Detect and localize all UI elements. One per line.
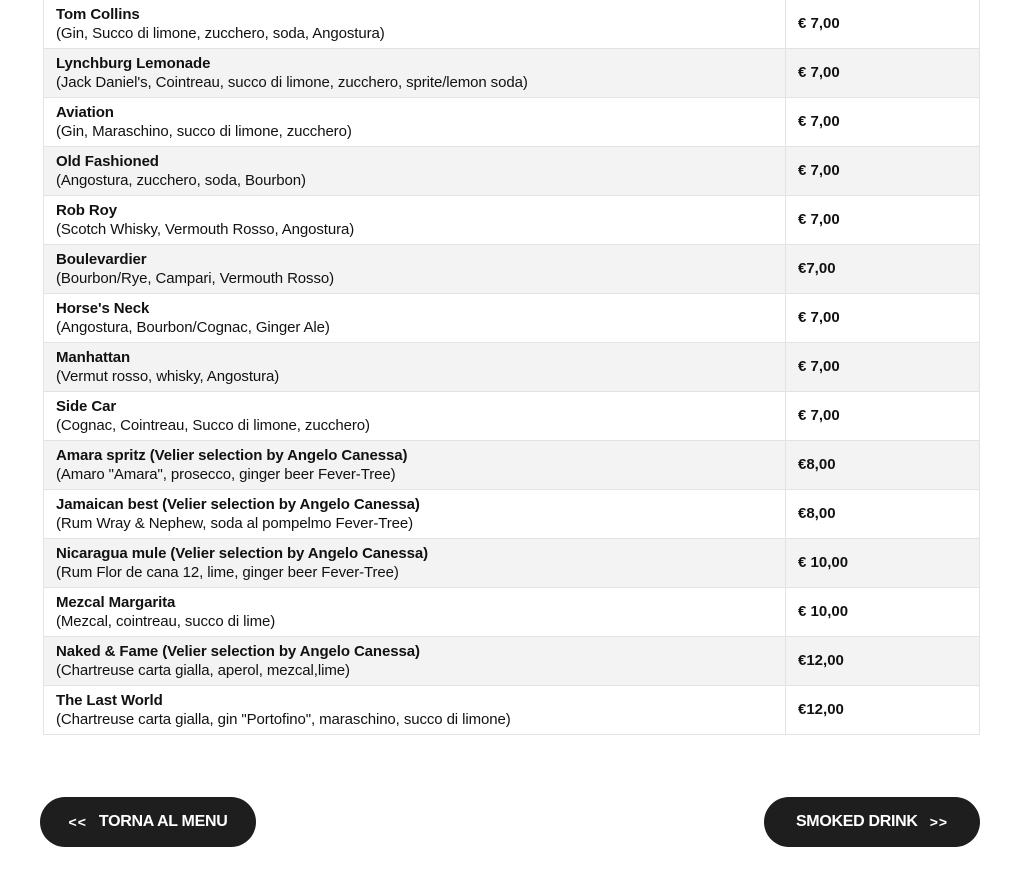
drink-cell: [44, 147, 786, 196]
drink-price: € 7,00: [798, 162, 840, 179]
price-cell: [786, 98, 980, 147]
drink-name: Manhattan: [56, 349, 131, 366]
table-row: [44, 392, 980, 441]
drink-ingredients: (Angostura, zucchero, soda, Bourbon): [56, 172, 306, 189]
table-row: [44, 98, 980, 147]
smoked-drink-button[interactable]: [764, 797, 980, 847]
table-row: [44, 490, 980, 539]
table-row: [44, 245, 980, 294]
price-cell: [786, 0, 980, 49]
table-row: [44, 294, 980, 343]
price-cell: [786, 392, 980, 441]
drink-name: Jamaican best (Velier selection by Angelo Canessa): [56, 496, 420, 513]
drink-ingredients: (Vermut rosso, whisky, Angostura): [56, 368, 280, 385]
drink-ingredients: (Jack Daniel's, Cointreau, succo di limone, zucchero, sprite/lemon soda): [56, 74, 528, 91]
smoked-drink-label: SMOKED DRINK: [795, 813, 918, 830]
drink-price: € 7,00: [798, 211, 840, 228]
drink-name: Mezcal Margarita: [56, 594, 176, 611]
price-cell: [786, 343, 980, 392]
drink-price: €12,00: [798, 652, 844, 669]
drink-ingredients: (Rum Flor de cana 12, lime, ginger beer Fever-Tree): [56, 564, 399, 581]
drink-ingredients: (Rum Wray & Nephew, soda al pompelmo Fever-Tree): [56, 515, 413, 532]
drink-name: Horse's Neck: [56, 300, 150, 317]
drink-price: €8,00: [798, 505, 836, 522]
price-cell: [786, 588, 980, 637]
table-row: [44, 686, 980, 735]
drink-name: Amara spritz (Velier selection by Angelo Canessa): [56, 447, 408, 464]
drink-price: € 7,00: [798, 113, 840, 130]
drink-cell: [44, 196, 786, 245]
price-cell: [786, 245, 980, 294]
table-row: [44, 637, 980, 686]
drink-cell: [44, 294, 786, 343]
back-to-menu-label: TORNA AL MENU: [98, 813, 228, 830]
drink-ingredients: (Gin, Maraschino, succo di limone, zucchero): [56, 123, 352, 140]
price-cell: [786, 294, 980, 343]
drink-ingredients: (Gin, Succo di limone, zucchero, soda, Angostura): [56, 25, 385, 42]
drink-price: € 10,00: [798, 554, 849, 571]
price-cell: [786, 490, 980, 539]
double-chevron-left-icon: <<: [68, 814, 87, 830]
drink-price: € 7,00: [798, 15, 840, 32]
drink-cell: [44, 0, 786, 49]
price-cell: [786, 49, 980, 98]
drink-ingredients: (Bourbon/Rye, Campari, Vermouth Rosso): [56, 270, 334, 287]
drink-price: € 7,00: [798, 358, 840, 375]
drink-cell: [44, 98, 786, 147]
drink-name: Nicaragua mule (Velier selection by Angelo Canessa): [56, 545, 428, 562]
drink-ingredients: (Scotch Whisky, Vermouth Rosso, Angostura): [56, 221, 355, 238]
drink-name: Rob Roy: [56, 202, 117, 219]
drink-name: Aviation: [56, 104, 114, 121]
drink-price: € 7,00: [798, 64, 840, 81]
drink-cell: [44, 392, 786, 441]
drink-name: Tom Collins: [56, 6, 140, 23]
drink-cell: [44, 343, 786, 392]
drink-name: The Last World: [56, 692, 163, 709]
table-row: [44, 196, 980, 245]
price-cell: [786, 686, 980, 735]
drink-cell: [44, 588, 786, 637]
drink-price: € 7,00: [798, 309, 840, 326]
drink-price: €7,00: [798, 260, 836, 277]
back-to-menu-button[interactable]: [40, 797, 256, 847]
table-row: [44, 441, 980, 490]
drink-cell: [44, 686, 786, 735]
drink-name: Lynchburg Lemonade: [56, 55, 211, 72]
table-row: [44, 539, 980, 588]
drink-name: Old Fashioned: [56, 153, 159, 170]
double-chevron-right-icon: >>: [929, 814, 949, 830]
drink-price: € 10,00: [798, 603, 849, 620]
drink-cell: [44, 637, 786, 686]
table-row: [44, 343, 980, 392]
drink-cell: [44, 539, 786, 588]
drink-name: Side Car: [56, 398, 117, 415]
drink-cell: [44, 490, 786, 539]
drink-ingredients: (Cognac, Cointreau, Succo di limone, zucchero): [56, 417, 370, 434]
table-row: [44, 147, 980, 196]
drink-name: Boulevardier: [56, 251, 147, 268]
table-row: [44, 588, 980, 637]
drink-cell: [44, 49, 786, 98]
price-cell: [786, 441, 980, 490]
drink-ingredients: (Mezcal, cointreau, succo di lime): [56, 613, 276, 630]
table-row: [44, 0, 980, 49]
table-row: [44, 49, 980, 98]
drink-cell: [44, 441, 786, 490]
drink-price: € 7,00: [798, 407, 840, 424]
drink-price: €8,00: [798, 456, 836, 473]
price-cell: [786, 196, 980, 245]
drink-price: €12,00: [798, 701, 844, 718]
cocktail-menu-table: [43, 0, 980, 735]
price-cell: [786, 147, 980, 196]
price-cell: [786, 637, 980, 686]
drink-ingredients: (Amaro "Amara", prosecco, ginger beer Fever-Tree): [56, 466, 396, 483]
drink-cell: [44, 245, 786, 294]
drink-name: Naked & Fame (Velier selection by Angelo Canessa): [56, 643, 420, 660]
drink-ingredients: (Angostura, Bourbon/Cognac, Ginger Ale): [56, 319, 330, 336]
drink-ingredients: (Chartreuse carta gialla, gin "Portofino", maraschino, succo di limone): [56, 711, 511, 728]
price-cell: [786, 539, 980, 588]
drink-ingredients: (Chartreuse carta gialla, aperol, mezcal,lime): [56, 662, 350, 679]
